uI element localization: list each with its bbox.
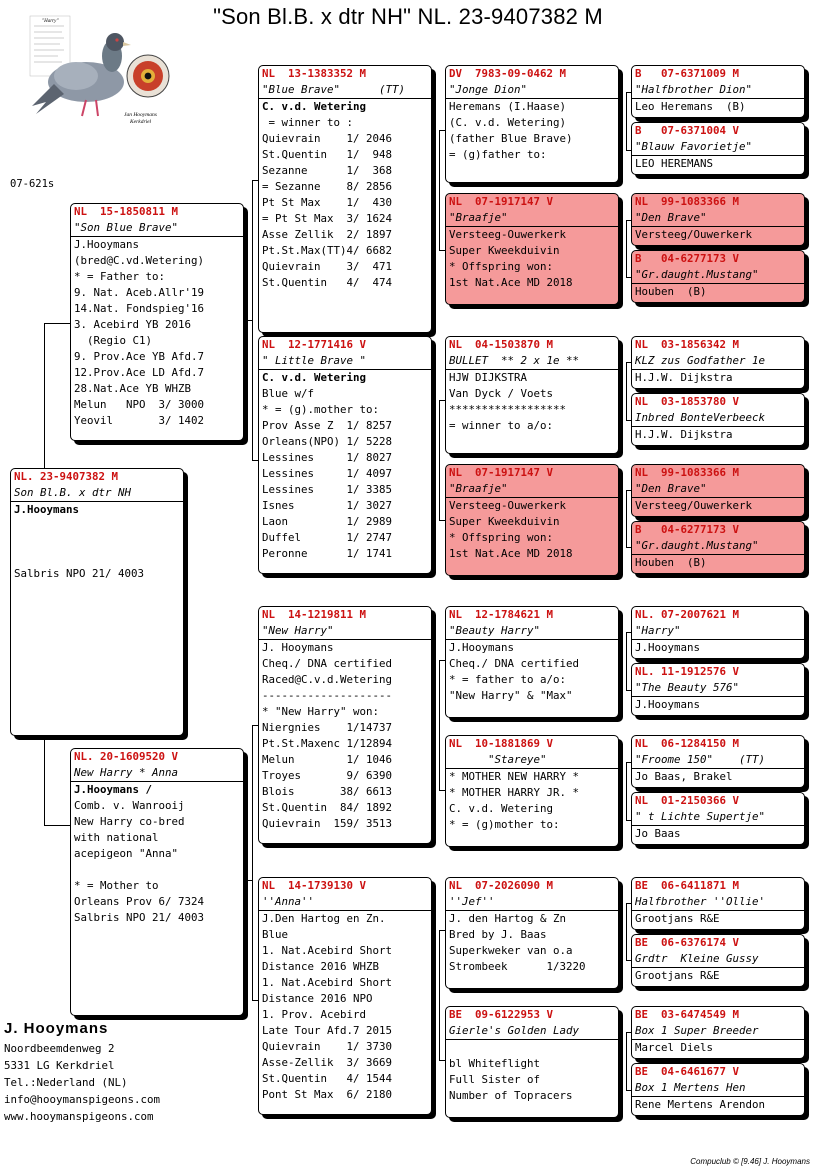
pigeon-card-g13 bbox=[631, 877, 805, 930]
pigeon-info-line: Versteeg/Ouwerkerk bbox=[635, 499, 753, 512]
pigeon-info-line: (father Blue Brave) bbox=[449, 132, 573, 145]
pigeon-info-line bbox=[71, 862, 243, 878]
pigeon-info-line: * Offspring won: bbox=[449, 260, 554, 273]
pigeon-info-line: Grootjans R&E bbox=[635, 912, 720, 925]
pigeon-card-sire bbox=[70, 203, 244, 441]
pigeon-info-line: * = Father to: bbox=[74, 270, 166, 283]
pigeon-info-line: ****************** bbox=[449, 403, 567, 416]
pigeon-info-line: = winner to : bbox=[262, 116, 354, 129]
pigeon-info-line: 1st Nat.Ace MD 2018 bbox=[449, 276, 573, 289]
pigeon-name: "Den Brave" bbox=[632, 210, 804, 227]
connector-line bbox=[626, 490, 627, 547]
pigeon-card-g14 bbox=[631, 934, 805, 987]
ring-number: BE 03-6474549 M bbox=[635, 1008, 740, 1021]
pigeon-info-line: Lessines 1/ 3385 bbox=[262, 483, 393, 496]
connector-line bbox=[626, 92, 627, 150]
pigeon-card-g16 bbox=[631, 1063, 805, 1116]
ring-number: NL 07-2026090 M bbox=[449, 879, 554, 892]
pigeon-info-line: Lessines 1/ 4097 bbox=[262, 467, 393, 480]
owner-email[interactable]: info@hooymanspigeons.com bbox=[4, 1093, 161, 1106]
pigeon-logo bbox=[24, 14, 174, 129]
pigeon-info-line: J.Hooymans bbox=[14, 503, 80, 516]
pigeon-info-line: Van Dyck / Voets bbox=[449, 387, 554, 400]
pigeon-card-g15 bbox=[631, 1006, 805, 1059]
pigeon-info-line: Lessines 1/ 8027 bbox=[262, 451, 393, 464]
pigeon-info-line: Raced@C.v.d.Wetering bbox=[262, 673, 393, 686]
pigeon-card-g4 bbox=[631, 250, 805, 303]
pigeon-info-line: 1. Nat.Acebird Short bbox=[262, 976, 393, 989]
pigeon-info-line: Asse Zellik 2/ 1897 bbox=[262, 228, 393, 241]
pigeon-info-line: Salbris NPO 21/ 4003 bbox=[14, 567, 145, 580]
pigeon-info-line: 14.Nat. Fondspieg'16 bbox=[74, 302, 205, 315]
pigeon-card-g1 bbox=[631, 65, 805, 118]
connector-line bbox=[439, 400, 440, 520]
pigeon-name: "Froome 150" (TT) bbox=[632, 752, 804, 769]
pigeon-card-ss bbox=[258, 65, 432, 333]
connector-line bbox=[252, 180, 253, 460]
ring-number: NL 99-1083366 M bbox=[635, 466, 740, 479]
pigeon-info-line: J.Hooymans / bbox=[74, 783, 153, 796]
connector-line bbox=[626, 762, 627, 820]
owner-city: 5331 LG Kerkdriel bbox=[4, 1059, 115, 1072]
ring-number: NL 99-1083366 M bbox=[635, 195, 740, 208]
pigeon-name: ''Jef'' bbox=[446, 894, 618, 911]
pigeon-info-line: = Sezanne 8/ 2856 bbox=[262, 180, 393, 193]
pigeon-info-line bbox=[11, 518, 183, 534]
pigeon-card-sds bbox=[445, 336, 619, 454]
pigeon-info-line: C. v.d. Wetering bbox=[262, 371, 367, 384]
pigeon-info-line: Orleans(NPO) 1/ 5228 bbox=[262, 435, 393, 448]
pigeon-info-line: Houben (B) bbox=[635, 285, 707, 298]
pigeon-info-line: Number of Topracers bbox=[449, 1089, 573, 1102]
pigeon-info-line: Blue w/f bbox=[262, 387, 315, 400]
ring-number: NL. 07-2007621 M bbox=[635, 608, 740, 621]
pigeon-info-line: J. den Hartog & Zn bbox=[449, 912, 567, 925]
pigeon-info-line: 3. Acebird YB 2016 bbox=[74, 318, 192, 331]
connector-line bbox=[626, 1032, 627, 1090]
pigeon-card-sdd bbox=[445, 464, 619, 576]
pigeon-name: New Harry * Anna bbox=[71, 765, 243, 782]
pigeon-info-line: "New Harry" & "Max" bbox=[449, 689, 573, 702]
pigeon-info-line: 1st Nat.Ace MD 2018 bbox=[449, 547, 573, 560]
connector-line bbox=[626, 362, 627, 420]
pigeon-info-line: Versteeg/Ouwerkerk bbox=[635, 228, 753, 241]
pigeon-info-line: * MOTHER HARRY JR. * bbox=[449, 786, 580, 799]
pigeon-info-line: Blue bbox=[262, 928, 289, 941]
pigeon-info-line: Bred by J. Baas bbox=[449, 928, 547, 941]
pigeon-info-line: 9. Prov.Ace YB Afd.7 bbox=[74, 350, 205, 363]
pigeon-info-line: Jo Baas bbox=[635, 827, 681, 840]
pigeon-info-line: Versteeg-Ouwerkerk bbox=[449, 499, 567, 512]
pigeon-info-line: Quievrain 159/ 3513 bbox=[262, 817, 393, 830]
pigeon-name: "Den Brave" bbox=[632, 481, 804, 498]
pigeon-card-g2 bbox=[631, 122, 805, 175]
pigeon-info-line: HJW DIJKSTRA bbox=[449, 371, 528, 384]
ring-number: NL 07-1917147 V bbox=[449, 195, 554, 208]
ring-number: NL 03-1853780 V bbox=[635, 395, 740, 408]
pigeon-card-dds bbox=[445, 877, 619, 989]
pigeon-info-line bbox=[11, 550, 183, 566]
pigeon-info-line: with national bbox=[74, 831, 159, 844]
pigeon-info-line: Pt.St.Max(TT)4/ 6682 bbox=[262, 244, 393, 257]
pigeon-card-subject bbox=[10, 468, 184, 736]
ring-number: NL 04-1503870 M bbox=[449, 338, 554, 351]
ring-number: NL 03-1856342 M bbox=[635, 338, 740, 351]
pigeon-info-line: Super Kweekduivin bbox=[449, 244, 560, 257]
pigeon-info-line: St.Quentin 4/ 1544 bbox=[262, 1072, 393, 1085]
pigeon-info-line: Yeovil 3/ 1402 bbox=[74, 414, 205, 427]
pigeon-info-line: J.Hooymans bbox=[635, 698, 701, 711]
pigeon-info-line: J.Hooymans bbox=[635, 641, 701, 654]
pigeon-card-g7 bbox=[631, 464, 805, 517]
ring-number: BE 09-6122953 V bbox=[449, 1008, 554, 1021]
pigeon-info-line: H.J.W. Dijkstra bbox=[635, 371, 733, 384]
pigeon-info-line: * MOTHER NEW HARRY * bbox=[449, 770, 580, 783]
pigeon-info-line: Melun 1/ 1046 bbox=[262, 753, 393, 766]
pigeon-info-line: Cheq./ DNA certified bbox=[262, 657, 393, 670]
pigeon-name: BULLET ** 2 x 1e ** bbox=[446, 353, 618, 370]
pigeon-info-line: * = (g)mother to: bbox=[449, 818, 560, 831]
pigeon-info-line: J.Hooymans bbox=[74, 238, 140, 251]
pigeon-name: Box 1 Super Breeder bbox=[632, 1023, 804, 1040]
pigeon-info-line: Grootjans R&E bbox=[635, 969, 720, 982]
pigeon-info-line: (Regio C1) bbox=[74, 334, 153, 347]
pigeon-info-line: Late Tour Afd.7 2015 bbox=[262, 1024, 393, 1037]
pigeon-card-g11 bbox=[631, 735, 805, 788]
pigeon-info-line: Duffel 1/ 2747 bbox=[262, 531, 393, 544]
pigeon-info-line: 1. Prov. Acebird bbox=[262, 1008, 367, 1021]
pigeon-card-dd bbox=[258, 877, 432, 1115]
pigeon-name: "Son Blue Brave" bbox=[71, 220, 243, 237]
pigeon-name: "Gr.daught.Mustang" bbox=[632, 538, 804, 555]
pigeon-card-sd bbox=[258, 336, 432, 574]
pigeon-info-line: J.Hooymans bbox=[449, 641, 515, 654]
ring-number: NL 06-1284150 M bbox=[635, 737, 740, 750]
footer-credit: Compuclub © [9.46] J. Hooymans bbox=[690, 1157, 810, 1166]
pigeon-info-line bbox=[11, 534, 183, 550]
connector-line bbox=[44, 737, 45, 825]
pigeon-info-line: 12.Prov.Ace LD Afd.7 bbox=[74, 366, 205, 379]
ring-number: NL 10-1881869 V bbox=[449, 737, 554, 750]
pigeon-name: ''Anna'' bbox=[259, 894, 431, 911]
pigeon-name: "The Beauty 576" bbox=[632, 680, 804, 697]
pigeon-name: "Braafje" bbox=[446, 210, 618, 227]
pigeon-info-line: New Harry co-bred bbox=[74, 815, 185, 828]
pigeon-info-line: Peronne 1/ 1741 bbox=[262, 547, 393, 560]
pigeon-info-line: bl Whiteflight bbox=[449, 1057, 541, 1070]
pigeon-info-line: J.Den Hartog en Zn. bbox=[262, 912, 386, 925]
pigeon-name: "Gr.daught.Mustang" bbox=[632, 267, 804, 284]
pigeon-info-line: Full Sister of bbox=[449, 1073, 541, 1086]
pigeon-card-g8 bbox=[631, 521, 805, 574]
svg-text:Jan Hooymans: Jan Hooymans bbox=[124, 112, 157, 118]
ring-number: BE 04-6461677 V bbox=[635, 1065, 740, 1078]
pigeon-name: "Stareye" bbox=[446, 752, 618, 769]
pigeon-image bbox=[24, 14, 174, 129]
connector-line bbox=[439, 660, 440, 790]
pigeon-info-line: Distance 2016 NPO bbox=[262, 992, 373, 1005]
connector-line bbox=[44, 825, 70, 826]
pigeon-card-ddd bbox=[445, 1006, 619, 1118]
pigeon-name: Halfbrother ''Ollie' bbox=[632, 894, 804, 911]
pigeon-info-line: Melun NPO 3/ 3000 bbox=[74, 398, 205, 411]
pigeon-info-line: Rene Mertens Arendon bbox=[635, 1098, 766, 1111]
pigeon-name: "Jonge Dion" bbox=[446, 82, 618, 99]
pigeon-info-line: Prov Asse Z 1/ 8257 bbox=[262, 419, 393, 432]
pigeon-info-line: Marcel Diels bbox=[635, 1041, 714, 1054]
pigeon-info-line: Niergnies 1/14737 bbox=[262, 721, 393, 734]
pigeon-name: " t Lichte Supertje" bbox=[632, 809, 804, 826]
pedigree-tag: 07-621s bbox=[10, 178, 55, 190]
pigeon-info-line: Orleans Prov 6/ 7324 bbox=[74, 895, 205, 908]
pigeon-info-line: C. v.d. Wetering bbox=[449, 802, 554, 815]
pigeon-info-line: 28.Nat.Ace YB WHZB bbox=[74, 382, 192, 395]
ring-number: NL 12-1771416 V bbox=[262, 338, 367, 351]
pigeon-info-line: (bred@C.vd.Wetering) bbox=[74, 254, 205, 267]
connector-line bbox=[44, 323, 70, 324]
ring-number: DV 7983-09-0462 M bbox=[449, 67, 567, 80]
pigeon-info-line: Troyes 9/ 6390 bbox=[262, 769, 393, 782]
pigeon-info-line: Leo Heremans (B) bbox=[635, 100, 746, 113]
pigeon-name: "Braafje" bbox=[446, 481, 618, 498]
pigeon-info-line: Superkweker van o.a bbox=[449, 944, 573, 957]
pigeon-info-line: Asse-Zellik 3/ 3669 bbox=[262, 1056, 393, 1069]
pigeon-info-line: J. Hooymans bbox=[262, 641, 334, 654]
pigeon-card-ds bbox=[258, 606, 432, 844]
pigeon-info-line: H.J.W. Dijkstra bbox=[635, 428, 733, 441]
owner-tel: Tel.:Nederland (NL) bbox=[4, 1076, 128, 1089]
pigeon-info-line: Jo Baas, Brakel bbox=[635, 770, 733, 783]
pigeon-info-line: St.Quentin 4/ 474 bbox=[262, 276, 393, 289]
ring-number: NL 07-1917147 V bbox=[449, 466, 554, 479]
ring-number: BE 06-6411871 M bbox=[635, 879, 740, 892]
pigeon-card-g9 bbox=[631, 606, 805, 659]
connector-line bbox=[439, 930, 440, 1060]
pigeon-name: Gierle's Golden Lady bbox=[446, 1023, 618, 1040]
connector-line bbox=[44, 323, 45, 469]
pigeon-info-line: = Pt St Max 3/ 1624 bbox=[262, 212, 393, 225]
ring-number: BE 06-6376174 V bbox=[635, 936, 740, 949]
pigeon-info-line: Quievrain 3/ 471 bbox=[262, 260, 393, 273]
ring-number: NL. 23-9407382 M bbox=[14, 470, 119, 483]
ring-number: B 04-6277173 V bbox=[635, 252, 740, 265]
pigeon-name: "Beauty Harry" bbox=[446, 623, 618, 640]
pigeon-card-g3 bbox=[631, 193, 805, 246]
pigeon-info-line: Houben (B) bbox=[635, 556, 707, 569]
pigeon-card-dsd bbox=[445, 735, 619, 847]
pigeon-info-line: Salbris NPO 21/ 4003 bbox=[74, 911, 205, 924]
ring-number: NL. 20-1609520 V bbox=[74, 750, 179, 763]
pigeon-card-g5 bbox=[631, 336, 805, 389]
pigeon-info-line: Laon 1/ 2989 bbox=[262, 515, 393, 528]
pigeon-info-line: 1. Nat.Acebird Short bbox=[262, 944, 393, 957]
pigeon-name: Box 1 Mertens Hen bbox=[632, 1080, 804, 1097]
pigeon-info-line: (C. v.d. Wetering) bbox=[449, 116, 567, 129]
pigeon-card-g6 bbox=[631, 393, 805, 446]
pigeon-info-line: St.Quentin 1/ 948 bbox=[262, 148, 393, 161]
pigeon-info-line bbox=[446, 1040, 618, 1056]
pigeon-info-line: Quievrain 1/ 2046 bbox=[262, 132, 393, 145]
ring-number: B 07-6371009 M bbox=[635, 67, 740, 80]
ring-number: NL 12-1784621 M bbox=[449, 608, 554, 621]
pigeon-name: " Little Brave " bbox=[259, 353, 431, 370]
pigeon-card-dss bbox=[445, 606, 619, 718]
ring-number: NL. 11-1912576 V bbox=[635, 665, 740, 678]
pigeon-info-line: Pt St Max 1/ 430 bbox=[262, 196, 393, 209]
owner-block bbox=[4, 1018, 160, 1125]
connector-line bbox=[439, 130, 440, 250]
pigeon-info-line: LEO HEREMANS bbox=[635, 157, 714, 170]
pigeon-info-line: * = (g).mother to: bbox=[262, 403, 380, 416]
pigeon-name: "Blue Brave" (TT) bbox=[259, 82, 431, 99]
pigeon-card-sss bbox=[445, 65, 619, 183]
pigeon-name: "Harry" bbox=[632, 623, 804, 640]
pigeon-name: Grdtr Kleine Gussy bbox=[632, 951, 804, 968]
pigeon-info-line: 9. Nat. Aceb.Allr'19 bbox=[74, 286, 205, 299]
pigeon-info-line: C. v.d. Wetering bbox=[262, 100, 367, 113]
pigeon-info-line: Pt.St.Maxenc 1/12894 bbox=[262, 737, 393, 750]
pigeon-info-line: * Offspring won: bbox=[449, 531, 554, 544]
pigeon-info-line: * = Mother to bbox=[74, 879, 159, 892]
ring-number: B 04-6277173 V bbox=[635, 523, 740, 536]
pigeon-card-ssd bbox=[445, 193, 619, 305]
pigeon-info-line: Heremans (I.Haase) bbox=[449, 100, 567, 113]
ring-number: NL 14-1739130 V bbox=[262, 879, 367, 892]
pigeon-name: "Halfbrother Dion" bbox=[632, 82, 804, 99]
pigeon-name: Inbred BonteVerbeeck bbox=[632, 410, 804, 427]
owner-website[interactable]: www.hooymanspigeons.com bbox=[4, 1110, 154, 1123]
pigeon-info-line: Distance 2016 WHZB bbox=[262, 960, 380, 973]
pigeon-name: "Blauw Favorietje" bbox=[632, 139, 804, 156]
ring-number: NL 13-1383352 M bbox=[262, 67, 367, 80]
pigeon-info-line: acepigeon "Anna" bbox=[74, 847, 179, 860]
connector-line bbox=[626, 220, 627, 277]
connector-line bbox=[252, 725, 253, 1000]
pigeon-info-line: Comb. v. Wanrooij bbox=[74, 799, 185, 812]
pigeon-info-line: Cheq./ DNA certified bbox=[449, 657, 580, 670]
pigeon-info-line: Super Kweekduivin bbox=[449, 515, 560, 528]
logo-badge: "Harry" bbox=[42, 19, 59, 24]
pigeon-info-line: * = father to a/o: bbox=[449, 673, 567, 686]
owner-address: Noordbeemdenweg 2 bbox=[4, 1042, 115, 1055]
pigeon-info-line: St.Quentin 84/ 1892 bbox=[262, 801, 393, 814]
pigeon-info-line: Blois 38/ 6613 bbox=[262, 785, 393, 798]
ring-number: NL 01-2150366 V bbox=[635, 794, 740, 807]
pigeon-name: Son Bl.B. x dtr NH bbox=[11, 485, 183, 502]
ring-number: NL 14-1219811 M bbox=[262, 608, 367, 621]
pigeon-info-line: * "New Harry" won: bbox=[262, 705, 380, 718]
connector-line bbox=[626, 632, 627, 690]
pigeon-info-line: Sezanne 1/ 368 bbox=[262, 164, 393, 177]
pigeon-card-g10 bbox=[631, 663, 805, 716]
pedigree-title: "Son Bl.B. x dtr NH" NL. 23-9407382 M bbox=[213, 4, 603, 29]
ring-number: B 07-6371004 V bbox=[635, 124, 740, 137]
pigeon-info-line: Strombeek 1/3220 bbox=[449, 960, 586, 973]
pigeon-info-line: Isnes 1/ 3027 bbox=[262, 499, 393, 512]
pigeon-info-line: Quievrain 1/ 3730 bbox=[262, 1040, 393, 1053]
pigeon-info-line: = (g)father to: bbox=[449, 148, 547, 161]
ring-number: NL 15-1850811 M bbox=[74, 205, 179, 218]
pigeon-name: "New Harry" bbox=[259, 623, 431, 640]
pigeon-card-dam bbox=[70, 748, 244, 1016]
pigeon-name: KLZ zus Godfather 1e bbox=[632, 353, 804, 370]
svg-text:Kerkdriel: Kerkdriel bbox=[130, 119, 152, 125]
pigeon-info-line: Pont St Max 6/ 2180 bbox=[262, 1088, 393, 1101]
owner-name: J. Hooymans bbox=[4, 1020, 109, 1037]
pigeon-info-line: = winner to a/o: bbox=[449, 419, 554, 432]
pigeon-info-line: -------------------- bbox=[262, 689, 393, 702]
connector-line bbox=[626, 903, 627, 960]
pigeon-card-g12 bbox=[631, 792, 805, 845]
pigeon-info-line: Versteeg-Ouwerkerk bbox=[449, 228, 567, 241]
